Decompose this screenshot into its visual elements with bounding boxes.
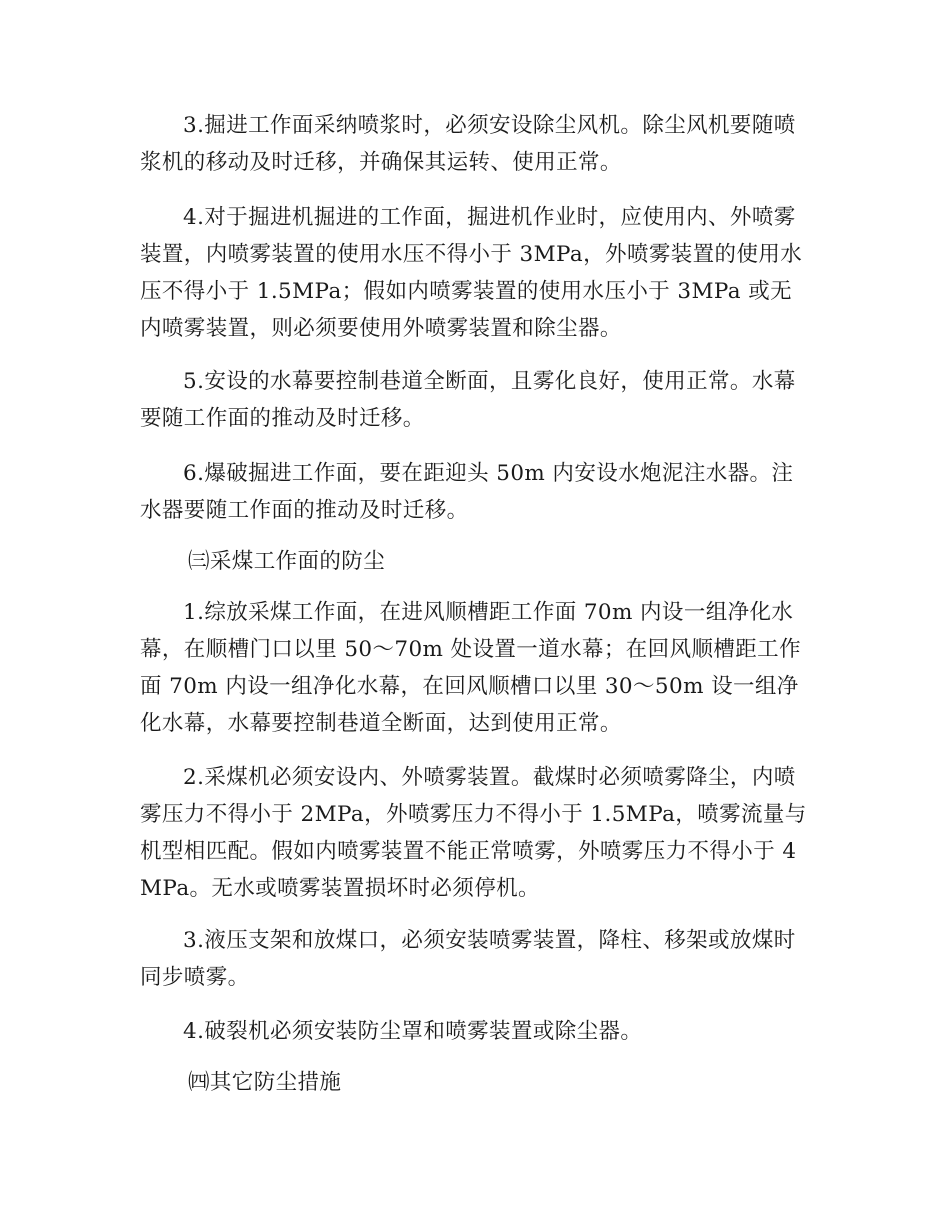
section-heading-coal-mining-dust: ㈢采煤工作面的防尘 xyxy=(188,549,386,574)
paragraph-item-5-water-curtain: 5.安设的水幕要控制巷道全断面，且雾化良好，使用正常。水幕要随工作面的推动及时迁移。 xyxy=(140,369,796,431)
paragraph-item-2-shearer-spray: 2.采煤机必须安设内、外喷雾装置。截煤时必须喷雾降尘，内喷雾压力不得小于 2MPa，外喷雾压力不得小于 1.5MPa，喷雾流量与机型相匹配。假如内喷雾装置不能正常喷雾，外喷雾压力不得小于 4MPa。无水或喷雾装置损坏时必须停机。 xyxy=(140,765,807,901)
paragraph-item-1-fully-mechanized: 1.综放采煤工作面，在进风顺槽距工作面 70m 内设一组净化水幕，在顺槽门口以里 50～70m 处设置一道水幕；在回风顺槽距工作面 70m 内设一组净化水幕，在回风顺槽口以里 30～50m 设一组净化水幕，水幕要控制巷道全断面，达到使用正常。 xyxy=(140,600,801,736)
paragraph-item-6-blasting: 6.爆破掘进工作面，要在距迎头 50m 内安设水炮泥注水器。注水器要随工作面的推动及时迁移。 xyxy=(140,461,794,523)
paragraph-item-4-roadheader-spray: 4.对于掘进机掘进的工作面，掘进机作业时，应使用内、外喷雾装置，内喷雾装置的使用水压不得小于 3MPa，外喷雾装置的使用水压不得小于 1.5MPa；假如内喷雾装置的使用水压小于 3MPa 或无内喷雾装置，则必须要使用外喷雾装置和除尘器。 xyxy=(140,205,803,341)
section-heading-other-measures: ㈣其它防尘措施 xyxy=(188,1070,342,1095)
paragraph-item-4-crusher: 4.破裂机必须安装防尘罩和喷雾装置或除尘器。 xyxy=(183,1019,643,1044)
paragraph-item-3-hydraulic-support: 3.液压支架和放煤口，必须安装喷雾装置，降柱、移架或放煤时同步喷雾。 xyxy=(140,928,796,990)
paragraph-item-3-shotcrete: 3.掘进工作面采纳喷浆时，必须安设除尘风机。除尘风机要随喷浆机的移动及时迁移，并确保其运转、使用正常。 xyxy=(140,113,796,175)
